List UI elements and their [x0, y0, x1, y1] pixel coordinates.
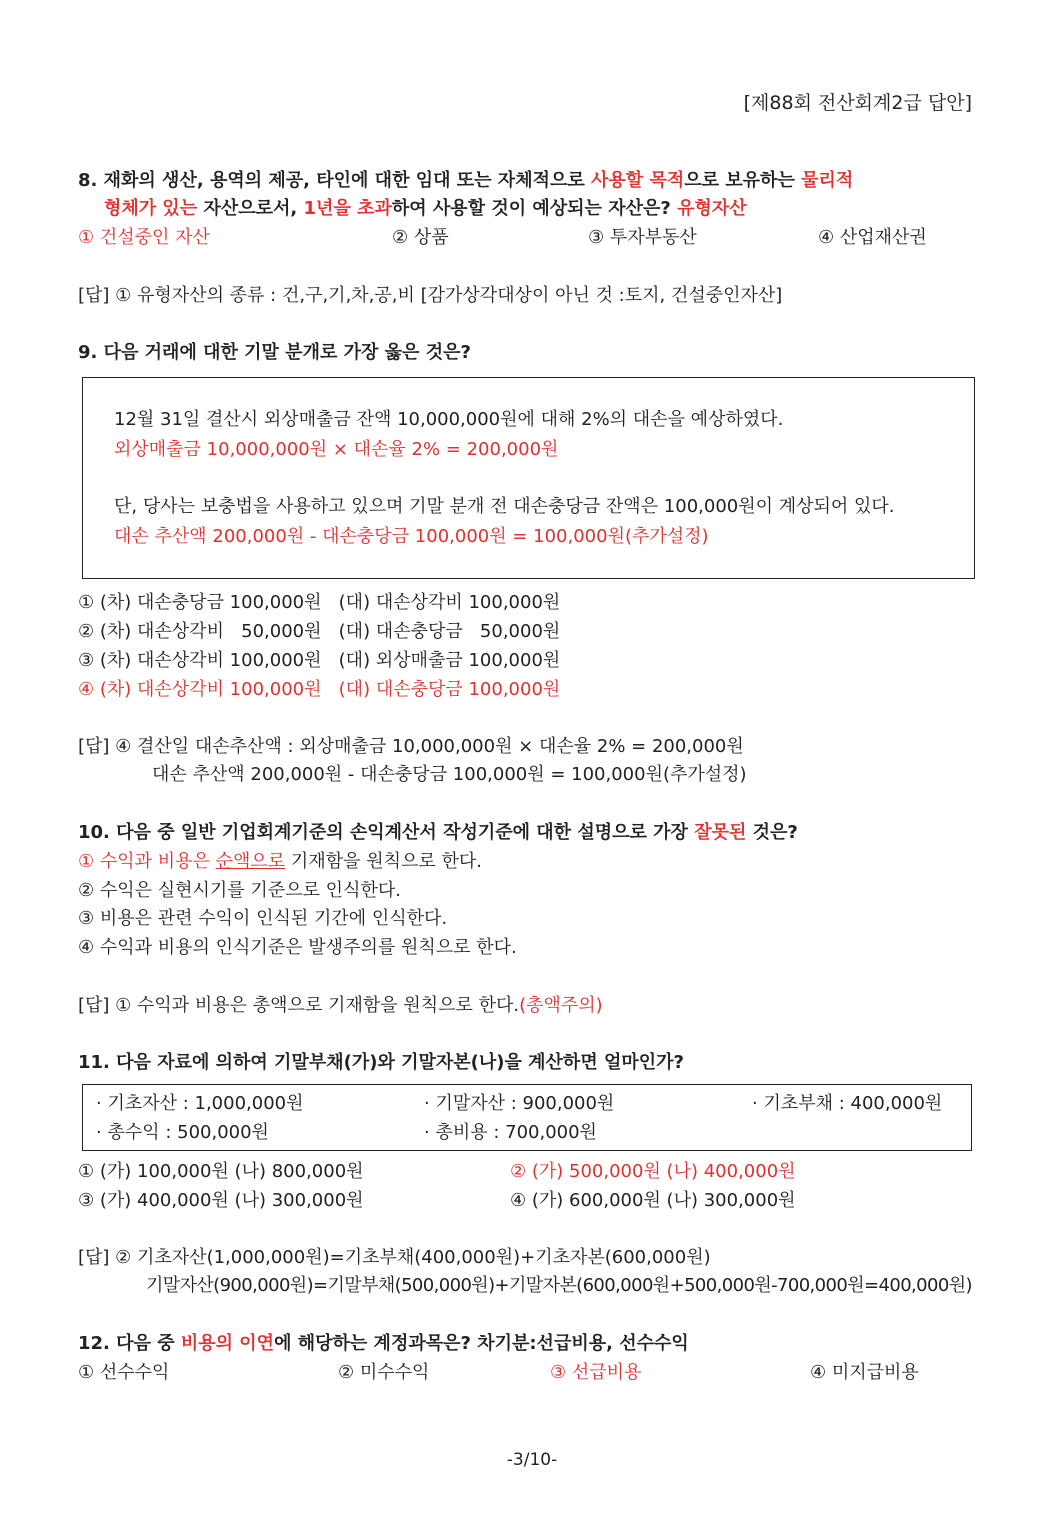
q9-box-line3: 단, 당사는 보충법을 사용하고 있으며 기말 분개 전 대손충당금 잔액은 100,000원이 계상되어 있다. [114, 496, 895, 517]
q11-data-total-expense: · 총비용 : 700,000원 [424, 1122, 597, 1143]
q10-option-3: ③ 비용은 관련 수익이 인식된 기간에 인식한다. [78, 908, 448, 929]
q9-option-4: ④ (차) 대손상각비 100,000원 (대) 대손충당금 100,000원 [78, 679, 561, 700]
q11-data-total-revenue: · 총수익 : 500,000원 [96, 1122, 269, 1143]
q8-option-2: ② 상품 [392, 227, 449, 248]
q11-data-end-assets: · 기말자산 : 900,000원 [424, 1093, 615, 1114]
q11-option-2: ② (가) 500,000원 (나) 400,000원 [510, 1161, 796, 1182]
q8-answer: [답] ① 유형자산의 종류 : 건,구,기,차,공,비 [감가상각대상이 아닌 것 :토지, 건설중인자산] [78, 285, 783, 306]
q12-option-3: ③ 선급비용 [550, 1362, 642, 1383]
q11-answer-line2: 기말자산(900,000원)=기말부채(500,000원)+기말자본(600,000원+500,000원-700,000원=400,000원) [146, 1275, 972, 1296]
q11-option-4: ④ (가) 600,000원 (나) 300,000원 [510, 1190, 796, 1211]
q9-option-2: ② (차) 대손상각비 50,000원 (대) 대손충당금 50,000원 [78, 621, 561, 642]
q12-question: 12. 다음 중 비용의 이연에 해당하는 계정과목은? 차기분:선급비용, 선수수익 [78, 1333, 689, 1354]
q9-option-3: ③ (차) 대손상각비 100,000원 (대) 외상매출금 100,000원 [78, 650, 561, 671]
q11-question: 11. 다음 자료에 의하여 기말부채(가)와 기말자본(나)을 계산하면 얼마인가? [78, 1052, 684, 1073]
q11-data-begin-assets: · 기초자산 : 1,000,000원 [96, 1093, 304, 1114]
q9-box-line1: 12월 31일 결산시 외상매출금 잔액 10,000,000원에 대해 2%의 대손을 예상하였다. [114, 409, 784, 430]
q9-question: 9. 다음 거래에 대한 기말 분개로 가장 옳은 것은? [78, 342, 471, 363]
q11-option-1: ① (가) 100,000원 (나) 800,000원 [78, 1161, 364, 1182]
page-number: -3/10- [506, 1450, 558, 1470]
q10-option-4: ④ 수익과 비용의 인식기준은 발생주의를 원칙으로 한다. [78, 937, 517, 958]
q12-option-2: ② 미수수익 [338, 1362, 430, 1383]
q8-question-line2: 형체가 있는 자산으로서, 1년을 초과하여 사용할 것이 예상되는 자산은? 유형자산 [104, 198, 747, 219]
q11-data-begin-liabilities: · 기초부채 : 400,000원 [752, 1093, 943, 1114]
q8-option-4: ④ 산업재산권 [818, 227, 927, 248]
q10-question: 10. 다음 중 일반 기업회계기준의 손익계산서 작성기준에 대한 설명으로 가장 잘못된 것은? [78, 822, 798, 843]
q10-answer: [답] ① 수익과 비용은 총액으로 기재함을 원칙으로 한다.(총액주의) [78, 995, 603, 1016]
q8-option-1: ① 건설중인 자산 [78, 227, 210, 248]
q9-option-1: ① (차) 대손충당금 100,000원 (대) 대손상각비 100,000원 [78, 592, 561, 613]
q8-option-3: ③ 투자부동산 [588, 227, 697, 248]
q11-answer-line1: [답] ② 기초자산(1,000,000원)=기초부채(400,000원)+기초자본(600,000원) [78, 1247, 711, 1268]
q11-option-3: ③ (가) 400,000원 (나) 300,000원 [78, 1190, 364, 1211]
q8-question-line1: 8. 재화의 생산, 용역의 제공, 타인에 대한 임대 또는 자체적으로 사용할 목적으로 보유하는 물리적 [78, 170, 854, 191]
q12-option-1: ① 선수수익 [78, 1362, 170, 1383]
q9-box-line2: 외상매출금 10,000,000원 × 대손율 2% = 200,000원 [114, 439, 559, 460]
q9-answer-line2: 대손 추산액 200,000원 - 대손충당금 100,000원 = 100,000원(추가설정) [152, 764, 747, 785]
q9-answer-line1: [답] ④ 결산일 대손추산액 : 외상매출금 10,000,000원 × 대손율 2% = 200,000원 [78, 736, 744, 757]
q10-option-1: ① 수익과 비용은 순액으로 기재함을 원칙으로 한다. [78, 851, 482, 872]
q10-option-2: ② 수익은 실현시기를 기준으로 인식한다. [78, 880, 401, 901]
q12-option-4: ④ 미지급비용 [810, 1362, 919, 1383]
page-header: [제88회 전산회계2급 답안] [743, 92, 972, 114]
q9-box-line4: 대손 추산액 200,000원 - 대손충당금 100,000원 = 100,000원(추가설정) [114, 526, 709, 547]
